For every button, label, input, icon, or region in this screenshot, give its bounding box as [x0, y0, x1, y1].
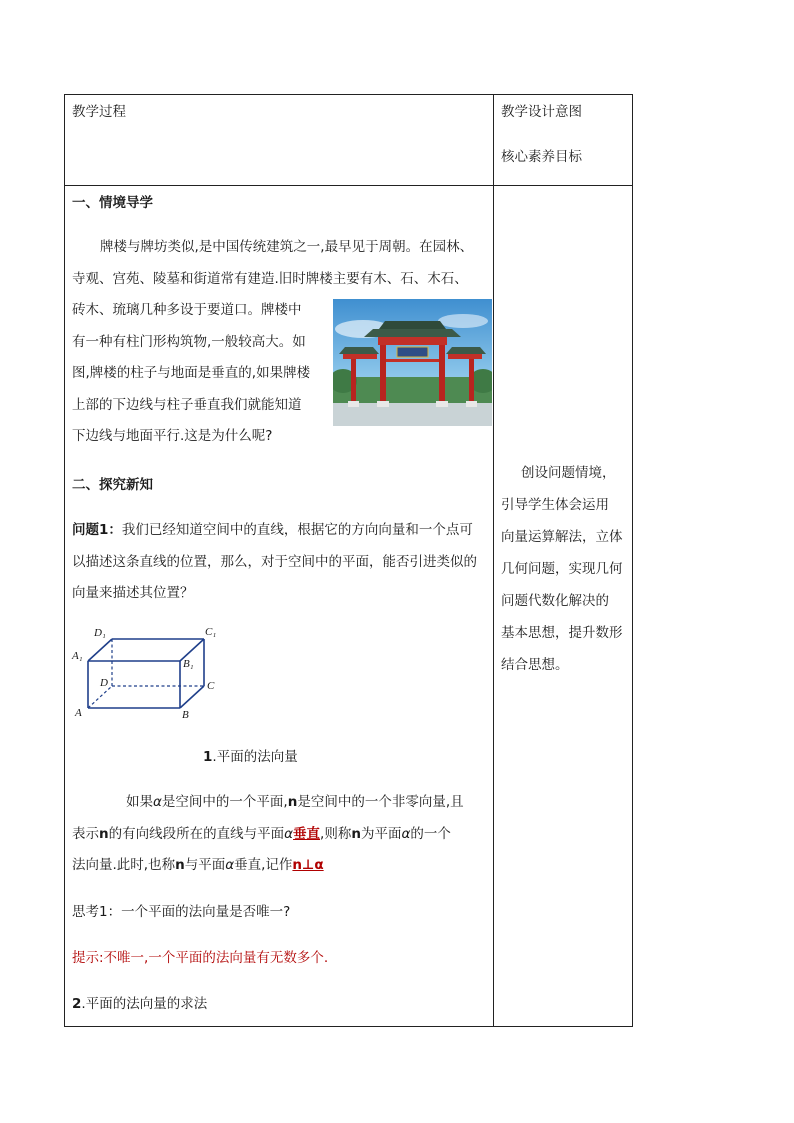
vertex-label: B₁: [183, 658, 194, 670]
text-line: 几何问题，实现几何: [501, 561, 623, 577]
text-line: 结合思想。: [501, 657, 569, 673]
think-question-1: 思考1：一个平面的法向量是否唯一?: [72, 904, 291, 920]
text-line: 砖木、琉璃几种多设于要道口。牌楼中: [72, 302, 302, 318]
text-line: 有一种有柱门形构筑物,一般较高大。如: [72, 333, 306, 350]
text-line: 下边线与地面平行.这是为什么呢?: [72, 428, 273, 444]
text-line: 向量运算解法，立体: [501, 529, 623, 545]
subsection-title: .平面的法向量: [212, 749, 298, 765]
text-line: 我们已经知道空间中的直线，根据它的方向向量和一个点可: [121, 522, 473, 538]
vertex-label: A: [75, 707, 82, 719]
text-line: 基本思想，提升数形: [501, 625, 623, 641]
perpendicular-notation: n⊥α: [292, 857, 324, 873]
vertex-label: A₁: [72, 650, 83, 662]
subsection2-heading: [72, 995, 207, 1013]
perpendicular-term: 垂直: [293, 825, 321, 842]
vertex-label: C: [207, 680, 215, 692]
lesson-table: [64, 94, 633, 1027]
text-line: 以描述这条直线的位置，那么，对于空间中的平面，能否引进类似的: [72, 553, 477, 570]
vertex-label: D₁: [94, 627, 106, 639]
text-line: 图,牌楼的柱子与地面是垂直的,如果牌楼: [72, 365, 311, 381]
section1-title: 一、情境导学: [72, 195, 153, 211]
header-right-line2: 核心素养目标: [501, 149, 582, 165]
paifang-photo: [333, 299, 492, 426]
vertex-label: B: [182, 709, 189, 721]
header-right-line1: 教学设计意图: [501, 104, 582, 120]
header-left: 教学过程: [72, 104, 126, 120]
subsection-number: 1: [203, 749, 213, 765]
section2-title: 二、探究新知: [72, 477, 153, 493]
subsection1-heading: [203, 748, 298, 766]
vertex-label: C₁: [205, 626, 217, 638]
subsection-number: 2: [72, 996, 82, 1012]
design-intent-text: [501, 457, 631, 681]
text-line: 寺观、宫苑、陵墓和街道常有建造.旧时牌楼主要有木、石、木石、: [72, 270, 468, 287]
text-line: 问题代数化解决的: [501, 593, 609, 609]
subsection-title: .平面的法向量的求法: [81, 996, 208, 1012]
text-line: 向量来描述其位置？: [72, 585, 194, 601]
hint-text: 提示:不唯一,一个平面的法向量有无数多个.: [72, 950, 329, 966]
vertex-label: D: [100, 677, 108, 689]
normal-vector-definition: 如果α是空间中的一个平面,n是空间中的一个非零向量,且 表示n的有向线段所在的直线与平面α垂直,则称n为平面α的一个 法向量.此时,也称n与平面α垂直,记作n⊥α: [72, 794, 464, 873]
header-divider: [65, 185, 632, 186]
text-line: 引导学生体会运用: [501, 497, 609, 513]
cuboid-figure: [69, 623, 239, 728]
text-line: 创设问题情境，: [521, 465, 616, 481]
text-line: 牌楼与牌坊类似,是中国传统建筑之一,最早见于周朝。在园林、: [100, 239, 474, 255]
question1: [72, 515, 477, 610]
question-label: 问题1：: [72, 522, 122, 538]
text-line: 上部的下边线与柱子垂直我们就能知道: [72, 396, 302, 413]
column-divider: [493, 95, 494, 1026]
